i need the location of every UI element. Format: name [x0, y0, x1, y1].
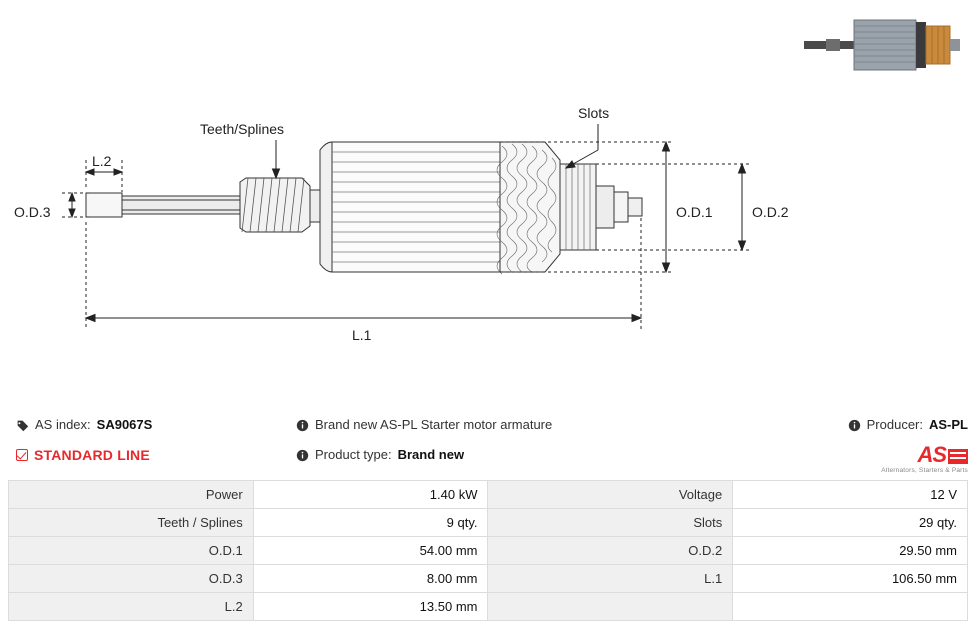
spec-value: 29.50 mm	[733, 537, 968, 565]
spec-value: 29 qty.	[733, 509, 968, 537]
info-column-left	[16, 416, 296, 464]
standard-line-badge	[16, 446, 296, 464]
label-od3: O.D.3	[14, 204, 51, 220]
product-type-line	[296, 446, 636, 464]
product-type-value: Brand new	[397, 447, 465, 462]
as-index-line	[16, 416, 296, 434]
info-icon	[848, 419, 861, 432]
check-icon	[16, 449, 28, 461]
producer-value: AS-PL	[929, 417, 968, 432]
label-slots: Slots	[578, 105, 610, 121]
spec-key: Teeth / Splines	[9, 509, 254, 537]
product-info-row	[0, 404, 976, 476]
spec-value: 9 qty.	[253, 509, 488, 537]
spec-key-empty	[488, 593, 733, 621]
product-type-label: Product type:	[315, 447, 392, 462]
as-index-label: AS index:	[35, 417, 91, 432]
spec-value-empty	[733, 593, 968, 621]
table-row	[9, 565, 968, 593]
spec-key: Slots	[488, 509, 733, 537]
info-column-middle	[296, 416, 636, 476]
label-l2: L.2	[92, 153, 112, 169]
producer-line	[668, 416, 968, 434]
tag-icon	[16, 419, 29, 432]
spec-key: Voltage	[488, 481, 733, 509]
producer-label: Producer:	[866, 417, 923, 432]
info-icon	[296, 449, 309, 462]
logo-tagline: Alternators, Starters & Parts	[881, 467, 968, 474]
description-line	[296, 416, 636, 434]
table-row	[9, 509, 968, 537]
logo-text: AS	[917, 442, 946, 467]
info-icon	[296, 419, 309, 432]
spec-key: Power	[9, 481, 254, 509]
spec-key: O.D.1	[9, 537, 254, 565]
table-row	[9, 537, 968, 565]
description-text: Brand new AS-PL Starter motor armature	[315, 417, 553, 432]
spec-value: 8.00 mm	[253, 565, 488, 593]
label-l1: L.1	[352, 327, 372, 343]
label-od2: O.D.2	[752, 204, 789, 220]
spec-key: L.2	[9, 593, 254, 621]
specifications-table	[8, 480, 968, 621]
spec-table-body	[9, 481, 968, 621]
spec-key: O.D.3	[9, 565, 254, 593]
spec-value: 106.50 mm	[733, 565, 968, 593]
spec-value: 12 V	[733, 481, 968, 509]
spec-value: 13.50 mm	[253, 593, 488, 621]
logo-mark	[881, 444, 968, 466]
as-index-value: SA9067S	[96, 417, 153, 432]
spec-key: L.1	[488, 565, 733, 593]
spec-key: O.D.2	[488, 537, 733, 565]
product-photo	[796, 8, 966, 82]
standard-line-label: STANDARD LINE	[34, 447, 150, 463]
logo-bar-icon	[948, 449, 968, 464]
table-row	[9, 593, 968, 621]
label-teeth-splines: Teeth/Splines	[200, 121, 285, 137]
table-row	[9, 481, 968, 509]
spec-value: 54.00 mm	[253, 537, 488, 565]
as-pl-logo	[881, 444, 968, 474]
spec-value: 1.40 kW	[253, 481, 488, 509]
label-od1: O.D.1	[676, 204, 713, 220]
